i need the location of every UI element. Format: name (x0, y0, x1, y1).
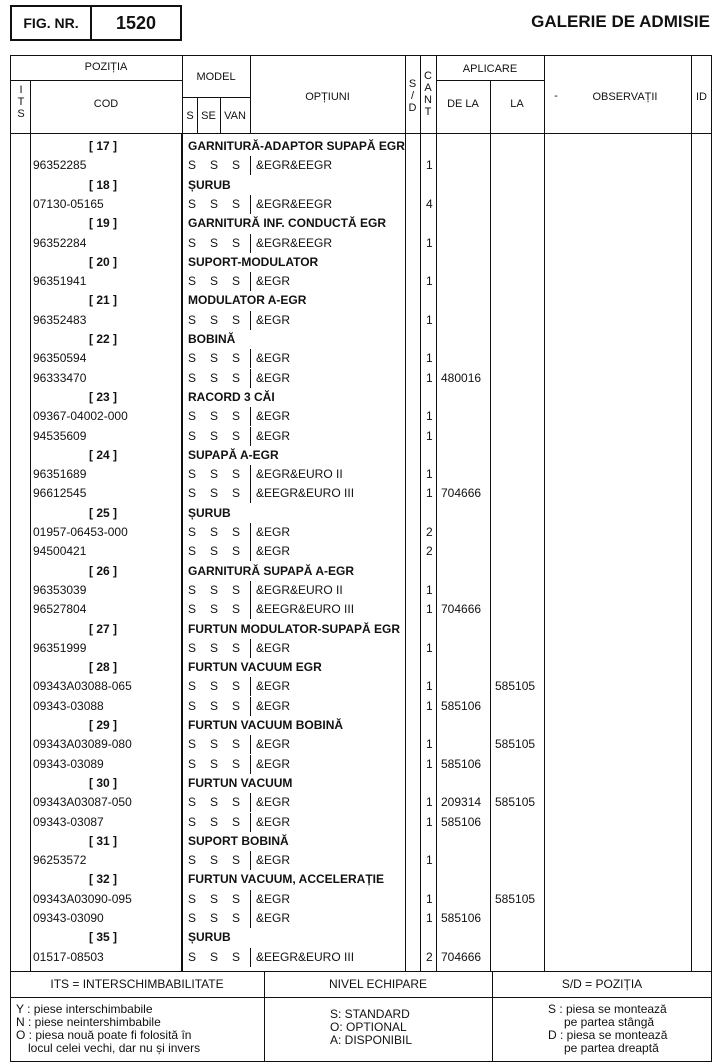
col-cant: C A N T (424, 70, 432, 118)
position-number: [ 22 ] (89, 332, 118, 346)
option-separator (250, 909, 251, 928)
model-s-value: S (188, 312, 197, 327)
option-separator (250, 697, 251, 716)
option-separator (250, 851, 251, 870)
model-van-value: S (232, 486, 241, 501)
applies-from-value: 480016 (441, 370, 482, 385)
part-description: ȘURUB (188, 930, 231, 945)
part-row (10, 484, 712, 503)
part-row (10, 677, 712, 696)
option-value: &EGR (256, 698, 291, 713)
model-se-value: S (210, 312, 219, 327)
part-row (10, 890, 712, 909)
quantity-value: 1 (426, 911, 433, 925)
col-model-van: VAN (224, 110, 246, 122)
col-optiuni: OPȚIUNI (305, 91, 350, 103)
part-code: 09343-03087 (33, 814, 104, 829)
model-van-value: S (232, 525, 241, 539)
position-number: [ 28 ] (89, 660, 118, 675)
model-se-value: S (210, 274, 219, 289)
model-van-value: S (232, 467, 241, 482)
option-value: &EGR (256, 853, 291, 868)
option-separator (250, 484, 251, 503)
part-description: MODULATOR A-EGR (188, 293, 307, 308)
option-value: &EGR (256, 544, 291, 559)
model-van-value: S (232, 737, 241, 752)
option-value: &EGR (256, 679, 291, 694)
option-separator (250, 813, 251, 832)
part-code: 09343-03088 (33, 698, 104, 713)
option-separator (250, 407, 251, 426)
model-van-value: S (232, 911, 241, 925)
col-cod: COD (93, 98, 119, 110)
option-separator (250, 156, 251, 175)
part-code: 07130-05165 (33, 196, 104, 211)
option-separator (250, 793, 251, 812)
model-s-value: S (188, 196, 197, 211)
position-number: [ 30 ] (89, 775, 118, 790)
part-code: 96353039 (33, 582, 87, 597)
model-van-value: S (232, 602, 241, 617)
position-number: [ 17 ] (89, 139, 118, 153)
option-value: &EGR (256, 756, 291, 771)
model-s-value: S (188, 795, 197, 810)
quantity-value: 1 (426, 795, 433, 810)
model-s-value: S (188, 370, 197, 385)
part-row (10, 465, 712, 484)
option-value: &EGR (256, 891, 291, 906)
model-van-value: S (232, 853, 241, 868)
quantity-value: 1 (426, 158, 433, 173)
part-row (10, 195, 712, 214)
footer-nivel-title: NIVEL ECHIPARE (328, 977, 428, 991)
position-header-row (10, 446, 712, 465)
position-header-row (10, 716, 712, 735)
page-title: GALERIE DE ADMISIE (531, 12, 710, 31)
model-van-value: S (232, 544, 241, 559)
model-se-value: S (210, 949, 219, 964)
model-se-value: S (210, 814, 219, 829)
quantity-value: 1 (426, 698, 433, 713)
position-header-row (10, 388, 712, 407)
position-number: [ 21 ] (89, 293, 118, 308)
part-row (10, 427, 712, 446)
part-row (10, 639, 712, 658)
col-aplicare: APLICARE (462, 63, 518, 75)
model-van-value: S (232, 274, 241, 289)
option-separator (250, 542, 251, 561)
quantity-value: 1 (426, 486, 433, 501)
col-observatii: OBSERVAȚII (592, 91, 658, 103)
part-description: SUPORT-MODULATOR (188, 254, 319, 269)
model-se-value: S (210, 679, 219, 694)
option-separator (250, 755, 251, 774)
model-se-value: S (210, 235, 219, 250)
model-se-value: S (210, 467, 219, 482)
option-value: &EGR&EURO II (256, 582, 343, 597)
model-van-value: S (232, 196, 241, 211)
part-row (10, 948, 712, 967)
part-code: 96352285 (33, 158, 87, 173)
model-s-value: S (188, 582, 197, 597)
quantity-value: 1 (426, 891, 433, 906)
model-se-value: S (210, 853, 219, 868)
part-row (10, 600, 712, 619)
model-van-value: S (232, 795, 241, 810)
option-separator (250, 465, 251, 484)
part-code: 09343-03090 (33, 911, 104, 925)
model-s-value: S (188, 640, 197, 655)
model-se-value: S (210, 544, 219, 559)
col-its: I T S (17, 84, 25, 120)
model-s-value: S (188, 756, 197, 771)
model-van-value: S (232, 698, 241, 713)
option-separator (250, 948, 251, 967)
model-se-value: S (210, 582, 219, 597)
model-se-value: S (210, 602, 219, 617)
model-s-value: S (188, 409, 197, 424)
quantity-value: 1 (426, 853, 433, 868)
model-se-value: S (210, 756, 219, 771)
model-se-value: S (210, 158, 219, 173)
model-s-value: S (188, 467, 197, 482)
model-s-value: S (188, 891, 197, 906)
quantity-value: 1 (426, 409, 433, 424)
part-code: 09343A03089-080 (33, 737, 132, 752)
model-s-value: S (188, 853, 197, 868)
position-number: [ 26 ] (89, 563, 118, 578)
part-description: RACORD 3 CĂI (188, 389, 275, 404)
part-row (10, 234, 712, 253)
option-value: &EGR&EEGR (256, 158, 333, 173)
position-header-row (10, 176, 712, 195)
col-la: LA (510, 98, 524, 110)
applies-from-value: 704666 (441, 486, 482, 501)
option-separator (250, 427, 251, 446)
quantity-value: 1 (426, 602, 433, 617)
col-id: ID (696, 91, 707, 103)
quantity-value: 1 (426, 428, 433, 443)
part-description: GARNITURĂ INF. CONDUCTĂ EGR (188, 216, 386, 231)
model-se-value: S (210, 409, 219, 424)
option-separator (250, 369, 251, 388)
model-s-value: S (188, 911, 197, 925)
option-value: &EGR&EEGR (256, 196, 333, 211)
footer-sd-legend: S : piesa se montează pe partea stângă D : piesa se montează pe partea dreaptă (548, 1002, 668, 1055)
quantity-value: 4 (426, 196, 433, 211)
position-number: [ 35 ] (89, 930, 118, 945)
quantity-value: 1 (426, 756, 433, 771)
option-value: &EGR (256, 640, 291, 655)
option-value: &EGR (256, 814, 291, 829)
option-value: &EEGR&EURO III (256, 602, 355, 617)
footer-nivel-legend: S: STANDARD O: OPTIONAL A: DISPONIBIL (330, 1007, 413, 1047)
option-separator (250, 677, 251, 696)
part-description: FURTUN VACUUM, ACCELERAȚIE (188, 872, 384, 887)
position-header-row (10, 562, 712, 581)
col-pozitia: POZIȚIA (84, 61, 128, 73)
model-s-value: S (188, 428, 197, 443)
applies-to-value: 585105 (495, 795, 536, 810)
part-row (10, 581, 712, 600)
part-row (10, 851, 712, 870)
position-header-row (10, 774, 712, 793)
quantity-value: 2 (426, 544, 433, 559)
option-separator (250, 523, 251, 542)
option-separator (250, 600, 251, 619)
col-sd: S / D (408, 78, 417, 114)
option-value: &EGR&EEGR (256, 235, 333, 250)
part-code: 96351689 (33, 467, 87, 482)
part-description: SUPAPĂ A-EGR (188, 447, 279, 462)
applies-from-value: 704666 (441, 602, 482, 617)
part-code: 96350594 (33, 351, 87, 366)
part-description: ȘURUB (188, 505, 231, 520)
model-se-value: S (210, 795, 219, 810)
part-row (10, 793, 712, 812)
model-s-value: S (188, 158, 197, 173)
col-model-se: SE (201, 110, 216, 122)
option-value: &EGR (256, 274, 291, 289)
part-row (10, 523, 712, 542)
model-van-value: S (232, 814, 241, 829)
option-value: &EGR (256, 409, 291, 424)
part-code: 96351999 (33, 640, 87, 655)
part-description: BOBINĂ (188, 332, 236, 346)
model-van-value: S (232, 370, 241, 385)
applies-to-value: 585105 (495, 679, 536, 694)
part-code: 96352483 (33, 312, 87, 327)
position-header-row (10, 504, 712, 523)
part-row (10, 407, 712, 426)
quantity-value: 1 (426, 274, 433, 289)
part-code: 09367-04002-000 (33, 409, 128, 424)
option-separator (250, 890, 251, 909)
quantity-value: 1 (426, 679, 433, 694)
position-number: [ 23 ] (89, 389, 118, 404)
part-row (10, 697, 712, 716)
model-s-value: S (188, 602, 197, 617)
part-code: 96333470 (33, 370, 87, 385)
model-van-value: S (232, 351, 241, 366)
position-number: [ 18 ] (89, 177, 118, 192)
position-number: [ 24 ] (89, 447, 118, 462)
part-description: FURTUN VACUUM BOBINĂ (188, 718, 344, 732)
model-van-value: S (232, 949, 241, 964)
quantity-value: 1 (426, 235, 433, 250)
option-value: &EGR (256, 312, 291, 327)
option-value: &EEGR&EURO III (256, 949, 355, 964)
part-code: 96351941 (33, 274, 87, 289)
option-separator (250, 735, 251, 754)
position-number: [ 25 ] (89, 505, 118, 520)
part-row (10, 735, 712, 754)
position-header-row (10, 137, 712, 156)
part-row (10, 311, 712, 330)
model-se-value: S (210, 525, 219, 539)
model-van-value: S (232, 158, 241, 173)
option-value: &EGR (256, 911, 291, 925)
part-row (10, 349, 712, 368)
option-value: &EGR (256, 351, 291, 366)
model-s-value: S (188, 486, 197, 501)
col-dash: - (554, 90, 558, 102)
quantity-value: 1 (426, 582, 433, 597)
footer-sd-title: S/D = POZIȚIA (561, 977, 643, 991)
applies-from-value: 585106 (441, 756, 482, 771)
part-code: 96612545 (33, 486, 87, 501)
part-code: 94500421 (33, 544, 87, 559)
quantity-value: 2 (426, 949, 433, 964)
model-se-value: S (210, 891, 219, 906)
option-separator (250, 272, 251, 291)
model-van-value: S (232, 409, 241, 424)
position-header-row (10, 214, 712, 233)
model-s-value: S (188, 544, 197, 559)
part-description: GARNITURĂ SUPAPĂ A-EGR (188, 563, 355, 578)
option-separator (250, 581, 251, 600)
col-model: MODEL (196, 71, 236, 83)
option-value: &EGR&EURO II (256, 467, 343, 482)
applies-from-value: 585106 (441, 911, 482, 925)
part-code: 96352284 (33, 235, 87, 250)
model-se-value: S (210, 370, 219, 385)
model-van-value: S (232, 679, 241, 694)
model-s-value: S (188, 698, 197, 713)
part-row (10, 369, 712, 388)
option-value: &EGR (256, 370, 291, 385)
part-description: ȘURUB (188, 177, 231, 192)
part-code: 96527804 (33, 602, 87, 617)
quantity-value: 1 (426, 814, 433, 829)
col-model-s: S (186, 110, 194, 122)
position-header-row (10, 928, 712, 947)
figure-number-box (10, 5, 182, 41)
quantity-value: 1 (426, 312, 433, 327)
position-number: [ 19 ] (89, 216, 118, 231)
col-de-la: DE LA (447, 98, 479, 110)
position-number: [ 20 ] (89, 254, 118, 269)
figure-label: FIG. NR. (12, 7, 92, 39)
option-value: &EGR (256, 428, 291, 443)
applies-to-value: 585105 (495, 891, 536, 906)
quantity-value: 1 (426, 370, 433, 385)
model-van-value: S (232, 640, 241, 655)
model-se-value: S (210, 911, 219, 925)
model-van-value: S (232, 235, 241, 250)
model-se-value: S (210, 486, 219, 501)
option-value: &EGR (256, 525, 291, 539)
part-row (10, 813, 712, 832)
footer-its-title: ITS = INTERSCHIMBABILITATE (50, 977, 224, 991)
part-code: 09343A03090-095 (33, 891, 132, 906)
part-row (10, 909, 712, 928)
part-description: FURTUN VACUUM EGR (188, 660, 322, 675)
position-header-row (10, 658, 712, 677)
position-header-row (10, 291, 712, 310)
option-value: &EEGR&EURO III (256, 486, 355, 501)
position-number: [ 29 ] (89, 718, 118, 732)
part-code: 94535609 (33, 428, 87, 443)
model-van-value: S (232, 428, 241, 443)
position-header-row (10, 832, 712, 851)
quantity-value: 1 (426, 351, 433, 366)
model-van-value: S (232, 756, 241, 771)
option-separator (250, 639, 251, 658)
part-description: FURTUN VACUUM (188, 775, 293, 790)
part-code: 01517-08503 (33, 949, 104, 964)
model-se-value: S (210, 640, 219, 655)
position-header-row (10, 253, 712, 272)
position-header-row (10, 870, 712, 889)
applies-from-value: 209314 (441, 795, 482, 810)
part-description: GARNITURĂ-ADAPTOR SUPAPĂ EGR (188, 139, 405, 153)
part-row (10, 542, 712, 561)
option-separator (250, 311, 251, 330)
model-s-value: S (188, 737, 197, 752)
position-number: [ 27 ] (89, 621, 118, 636)
model-s-value: S (188, 274, 197, 289)
model-se-value: S (210, 351, 219, 366)
part-code: 96253572 (33, 853, 87, 868)
option-value: &EGR (256, 737, 291, 752)
footer-its-legend: Y : piese interschimbabile N : piese neintershimbabile O : piesa nouă poate fi folosită în locul celei vechi, dar nu și invers (16, 1002, 201, 1055)
model-s-value: S (188, 949, 197, 964)
option-value: &EGR (256, 795, 291, 810)
position-number: [ 32 ] (89, 872, 118, 887)
part-code: 09343A03087-050 (33, 795, 132, 810)
model-van-value: S (232, 582, 241, 597)
part-code: 09343-03089 (33, 756, 104, 771)
quantity-value: 1 (426, 467, 433, 482)
model-s-value: S (188, 525, 197, 539)
model-s-value: S (188, 351, 197, 366)
part-row (10, 156, 712, 175)
position-number: [ 31 ] (89, 833, 118, 848)
quantity-value: 1 (426, 737, 433, 752)
part-code: 01957-06453-000 (33, 525, 128, 539)
part-code: 09343A03088-065 (33, 679, 132, 694)
figure-number: 1520 (115, 12, 157, 33)
applies-from-value: 585106 (441, 698, 482, 713)
part-row (10, 755, 712, 774)
model-s-value: S (188, 814, 197, 829)
part-description: FURTUN MODULATOR-SUPAPĂ EGR (188, 621, 400, 636)
applies-from-value: 585106 (441, 814, 482, 829)
applies-to-value: 585105 (495, 737, 536, 752)
applies-from-value: 704666 (441, 949, 482, 964)
model-s-value: S (188, 679, 197, 694)
part-row (10, 272, 712, 291)
option-separator (250, 349, 251, 368)
model-van-value: S (232, 891, 241, 906)
option-separator (250, 195, 251, 214)
position-header-row (10, 330, 712, 349)
option-separator (250, 234, 251, 253)
model-se-value: S (210, 196, 219, 211)
model-se-value: S (210, 737, 219, 752)
model-se-value: S (210, 428, 219, 443)
quantity-value: 2 (426, 525, 433, 539)
model-van-value: S (232, 312, 241, 327)
part-description: SUPORT BOBINĂ (188, 833, 289, 848)
quantity-value: 1 (426, 640, 433, 655)
position-header-row (10, 620, 712, 639)
model-s-value: S (188, 235, 197, 250)
model-se-value: S (210, 698, 219, 713)
